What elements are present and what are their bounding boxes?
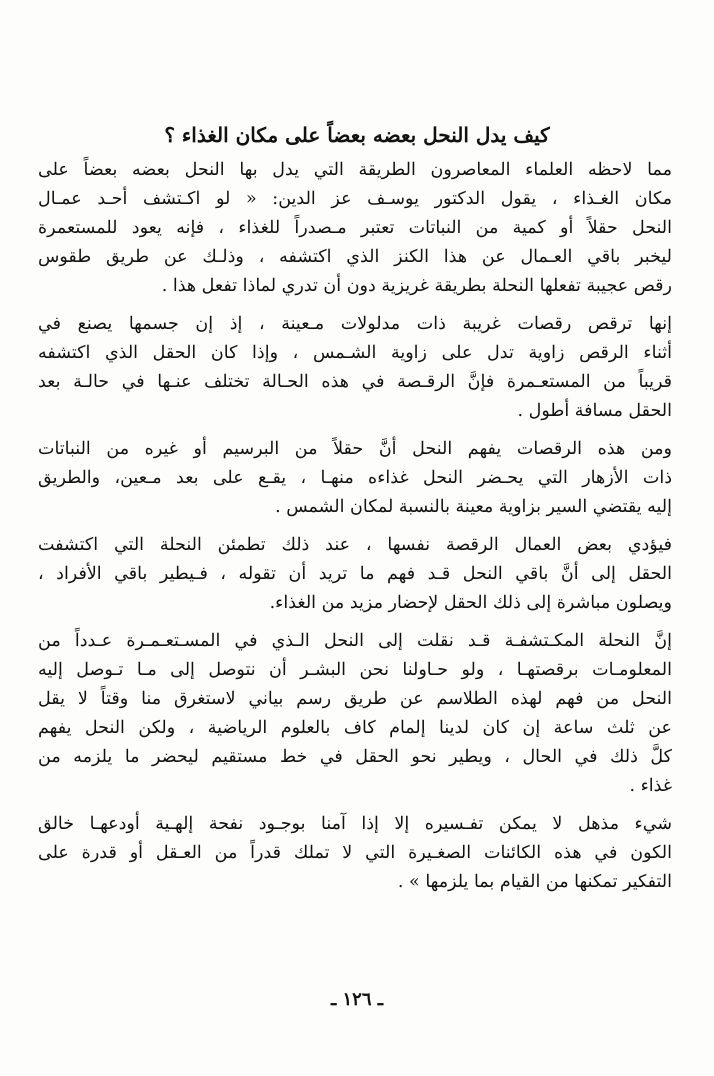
text-line: الحقل مسافة أطول . (517, 401, 672, 421)
text-line: شيء مذهل لا يمكن تفـسيره إلا إذا آمنا بوجـود نفحة إلهـية أودعهـا خالق (38, 814, 672, 834)
page-title: كيف يدل النحل بعضه بعضاً على مكان الغذاء ؟ (164, 123, 550, 147)
paragraph-6 (38, 810, 672, 897)
text-line: الحقل إلى أنَّ باقي النحل قـد فهم ما تريد أن تقوله ، فـيطير باقي الأفراد ، (38, 564, 672, 584)
page-number: ـ ١٢٦ ـ (330, 989, 384, 1010)
paragraph-5 (38, 627, 672, 801)
text-line: إنَّ النحلة المكـتشفـة قـد نقلت إلى النحل الـذي في المسـتعـمـرة عـدداً من (38, 631, 672, 651)
text-line: المعلومـات برقصتهـا ، ولو حـاولنا نحن البشـر أن نتوصل إلى مـا تـوصل إليه (38, 660, 672, 680)
text-line: النحل حقلاً أو كمية من النباتات تعتبر مـصدراً للغذاء ، فإنه يعود للمستعمرة (38, 218, 672, 238)
text-line: ليخبر باقي العـمال عن هذا الكنز الذي اكتشفه ، وذلـك عن طريق طقوس (38, 247, 672, 267)
text-line: غذاء . (629, 776, 672, 796)
text-line: التفكير تمكنها من القيام بما يلزمها » . (397, 872, 672, 892)
body-text (38, 156, 672, 906)
text-line: كلَّ ذلك في الحال ، ويطير نحو الحقل في خط مستقيم ليحضر ما يلزمه من (38, 747, 672, 767)
text-line: أثناء الرقص زاوية تدل على زاوية الشـمس ، وإذا كان الحقل الذي اكتشفه (38, 343, 672, 363)
paragraph-4 (38, 531, 672, 618)
text-line: عن ثلث ساعة إن كان لدينا إلمام كاف بالعلوم الرياضية ، ولكن النحل يفهم (38, 718, 672, 738)
text-line: قريباً من المستعـمرة فإنَّ الرقـصة في هذه الحـالة تختلف عنـها في حالـة بعد (38, 372, 672, 392)
text-line: فيؤدي بعض العمال الرقصة نفسها ، عند ذلك تطمئن النحلة التي اكتشفت (38, 535, 672, 555)
text-line: ومن هذه الرقصات يفهم النحل أنَّ حقلاً من البرسيم أو غيره من النباتات (38, 439, 672, 459)
text-line: إليه يقتضي السير بزاوية معينة بالنسبة لمكان الشمس . (275, 497, 672, 517)
text-line: مكان الغـذاء ، يقول الدكتور يوسـف عز الدين: « لو اكـتشف أحـد عمـال (38, 189, 672, 209)
text-line: ويصلون مباشرة إلى ذلك الحقل لإحضار مزيد من الغذاء. (269, 593, 672, 613)
paragraph-1 (38, 156, 672, 301)
text-line: النحل من فهم لهذه الطلاسم عن طريق رسم بياني لاستغرق منا وقتاً لا يقل (38, 689, 672, 709)
text-line: رقص عجيبة تفعلها النحلة بطريقة غريزية دون أن تدري لماذا تفعل هذا . (161, 276, 672, 296)
text-line: الكون في هذه الكائنات الصغـيرة التي لا تملك قدراً من العـقل أو قدرة على (38, 843, 672, 863)
text-line: ذات الأزهار التي يحـضر النحل غذاءه منهـا ، يقـع على بعد مـعين، والطريق (38, 468, 672, 488)
paragraph-2 (38, 310, 672, 426)
paragraph-3 (38, 435, 672, 522)
text-line: مما لاحظه العلماء المعاصرون الطريقة التي يدل بها النحل بعضه بعضاً على (38, 160, 672, 180)
text-line: إنها ترقص رقصات غريبة ذات مدلولات مـعينة ، إذ إن جسمها يصنع في (38, 314, 672, 334)
